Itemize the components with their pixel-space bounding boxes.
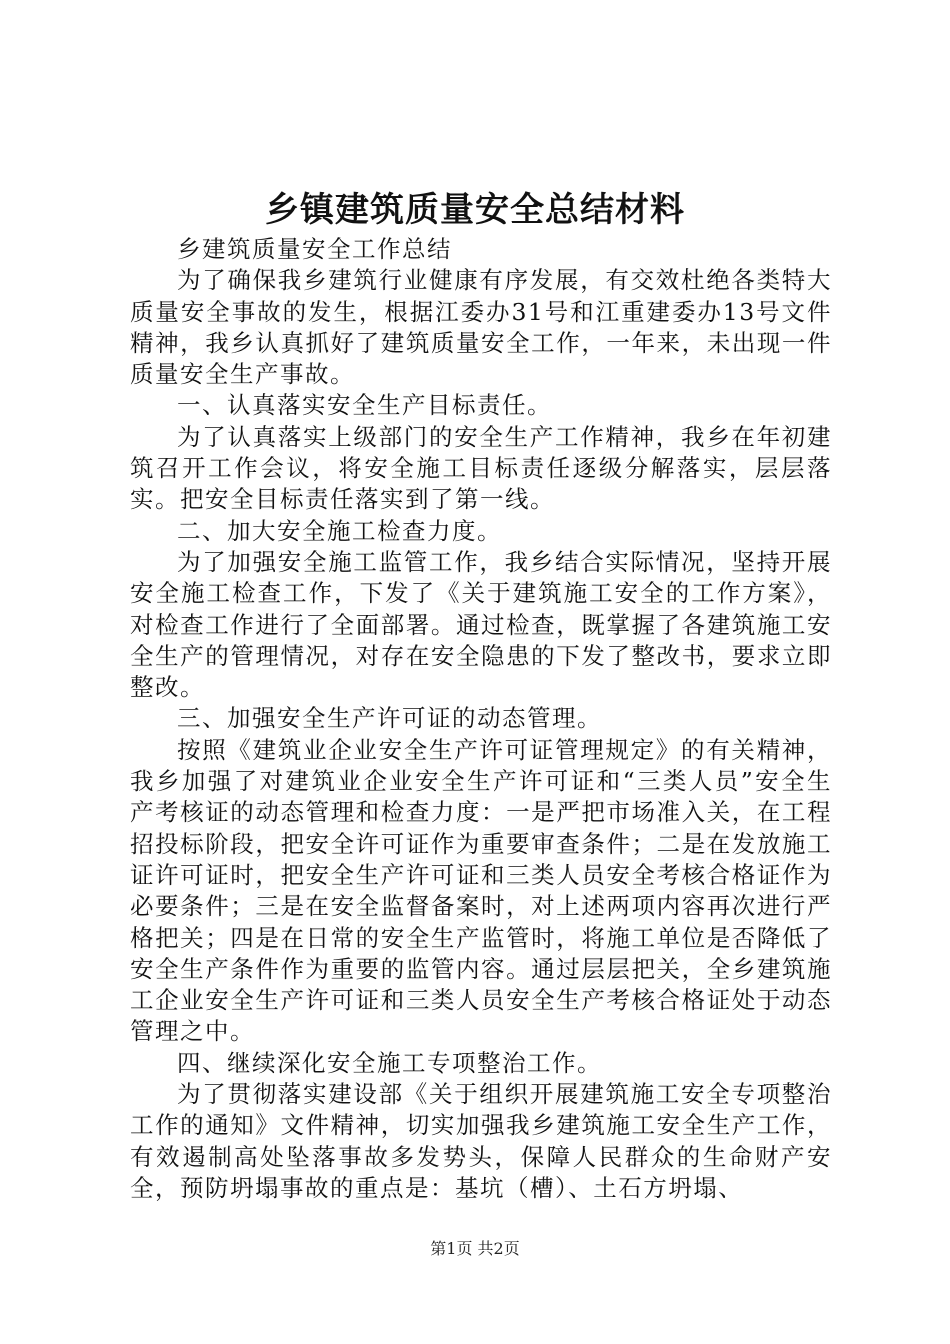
section-heading-4: 四、继续深化安全施工专项整治工作。 — [177, 1048, 602, 1077]
paragraph-subtitle: 乡建筑质量安全工作总结 — [177, 235, 452, 263]
section-heading-2: 二、加大安全施工检查力度。 — [177, 516, 502, 545]
paragraph-section-1: 为了认真落实上级部门的安全生产工作精神，我乡在年初建筑召开工作会议，将安全施工目标责任逐级分解落实，层层落实。把安全目标责任落实到了第一线。 — [130, 422, 832, 514]
section-heading-1: 一、认真落实安全生产目标责任。 — [177, 391, 552, 420]
paragraph-section-4: 为了贯彻落实建设部《关于组织开展建筑施工安全专项整治工作的通知》文件精神，切实加强我乡建筑施工安全生产工作，有效遏制高处坠落事故多发势头，保障人民群众的生命财产安全，预防坍塌事故的重点是：基坑（槽）、土石方坍塌、 — [130, 1080, 832, 1202]
paragraph-section-2: 为了加强安全施工监管工作，我乡结合实际情况，坚持开展安全施工检查工作，下发了《关于建筑施工安全的工作方案》，对检查工作进行了全面部署。通过检查，既掌握了各建筑施工安全生产的管理情况，对存在安全隐患的下发了整改书，要求立即整改。 — [130, 547, 832, 702]
document-title: 乡镇建筑质量安全总结材料 — [265, 190, 685, 230]
paragraph-intro: 为了确保我乡建筑行业健康有序发展，有交效杜绝各类特大质量安全事故的发生，根据江委办31号和江重建委办13号文件精神，我乡认真抓好了建筑质量安全工作，一年来，未出现一件质量安全生产事故。 — [130, 266, 832, 389]
paragraph-section-3: 按照《建筑业企业安全生产许可证管理规定》的有关精神，我乡加强了对建筑业企业安全生产许可证和“三类人员”安全生产考核证的动态管理和检查力度：一是严把市场准入关，在工程招投标阶段，把安全许可证作为重要审查条件；二是在发放施工证许可证时，把安全生产许可证和三类人员安全考核合格证作为必要条件；三是在安全监督备案时，对上述两项内容再次进行严格把关；四是在日常的安全生产监管时，将施工单位是否降低了安全生产条件作为重要的监管内容。通过层层把关，全乡建筑施工企业安全生产许可证和三类人员安全生产考核合格证处于动态管理之中。 — [130, 735, 832, 1046]
section-heading-3: 三、加强安全生产许可证的动态管理。 — [177, 704, 602, 733]
page-footer: 第1页 共2页 — [430, 1239, 520, 1258]
document-body — [130, 234, 832, 1204]
